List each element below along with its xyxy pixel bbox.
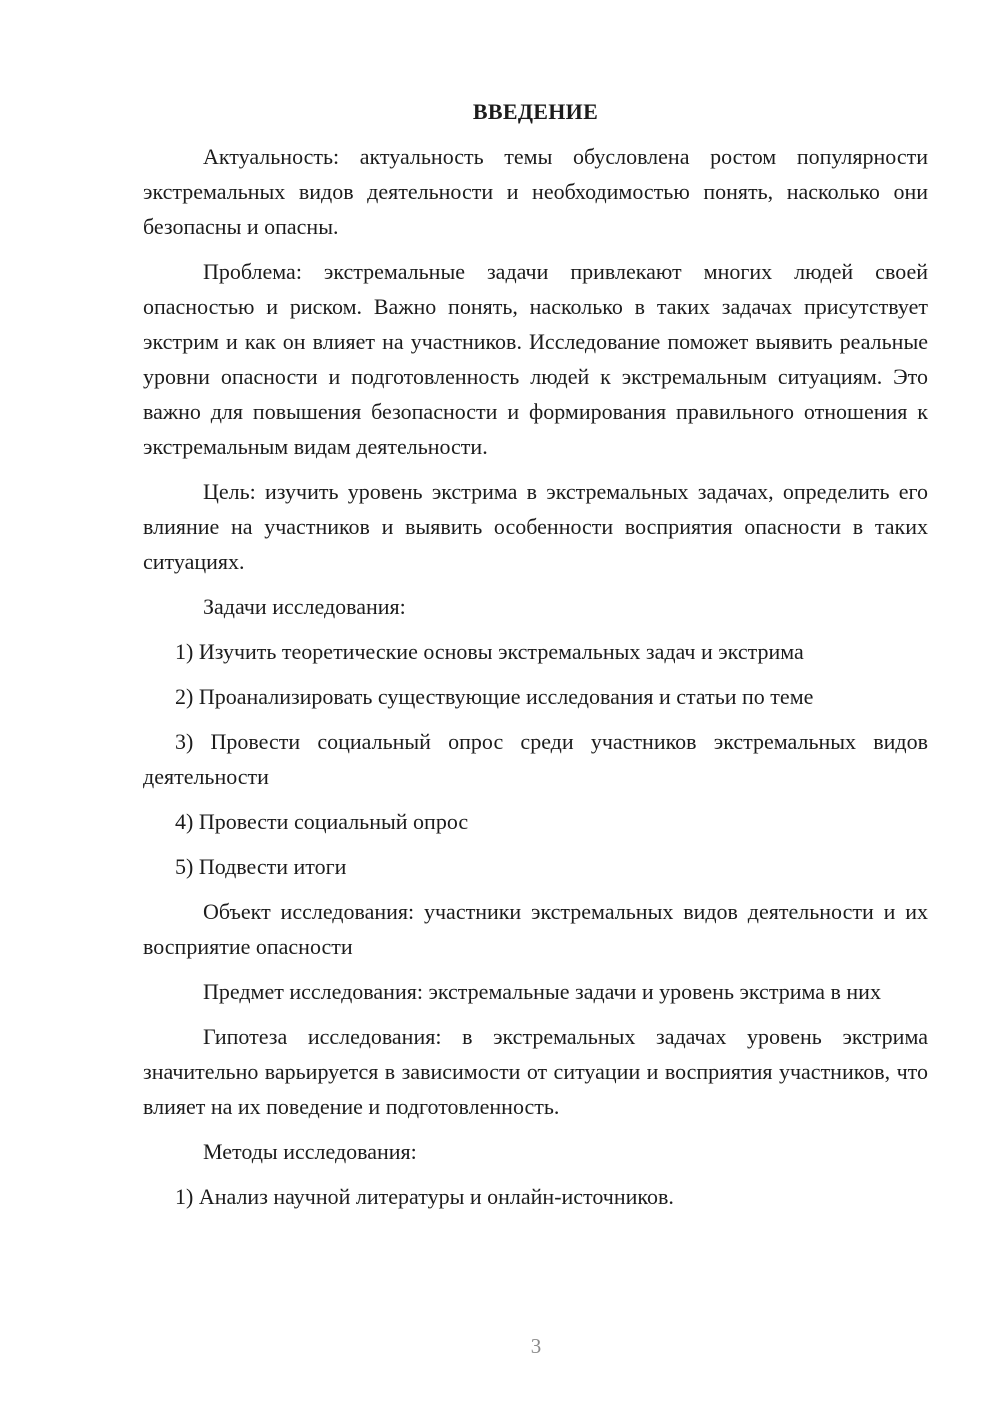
page-body xyxy=(143,94,928,1224)
goal-paragraph: Цель: изучить уровень экстрима в экстремальных задачах, определить его влияние на участников и выявить особенности восприятия опасности в таких ситуациях. xyxy=(143,479,928,574)
task-item: 1) Изучить теоретические основы экстремальных задач и экстрима xyxy=(175,639,804,664)
relevance-paragraph: Актуальность: актуальность темы обусловлена ростом популярности экстремальных видов деятельности и необходимостью понять, насколько они безопасны и опасны. xyxy=(143,144,928,239)
task-item: 3) Провести социальный опрос среди участников экстремальных видов деятельности xyxy=(143,729,928,789)
task-item: 4) Провести социальный опрос xyxy=(175,809,469,834)
tasks-title: Задачи исследования: xyxy=(203,594,406,619)
problem-paragraph: Проблема: экстремальные задачи привлекают многих людей своей опасностью и риском. Важно понять, насколько в таких задачах присутствует экстрим и как он влияет на участников. Исследование поможет выявить реальные уровни опасности и подготовленность людей к экстремальным ситуациям. Это важно для повышения безопасности и формирования правильного отношения к экстремальным видам деятельности. xyxy=(143,259,928,459)
subject-paragraph: Предмет исследования: экстремальные задачи и уровень экстрима в них xyxy=(203,979,881,1004)
hypothesis-paragraph: Гипотеза исследования: в экстремальных задачах уровень экстрима значительно варьируется в зависимости от ситуации и восприятия участников, что влияет на их поведение и подготовленность. xyxy=(143,1024,928,1119)
task-item: 2) Проанализировать существующие исследования и статьи по теме xyxy=(175,684,814,709)
section-heading: ВВЕДЕНИЕ xyxy=(472,99,599,124)
method-item: 1) Анализ научной литературы и онлайн-источников. xyxy=(175,1184,674,1209)
methods-title: Методы исследования: xyxy=(203,1139,417,1164)
object-paragraph: Объект исследования: участники экстремальных видов деятельности и их восприятие опасности xyxy=(143,899,928,959)
task-item: 5) Подвести итоги xyxy=(175,854,347,879)
page-number: 3 xyxy=(530,1334,542,1358)
